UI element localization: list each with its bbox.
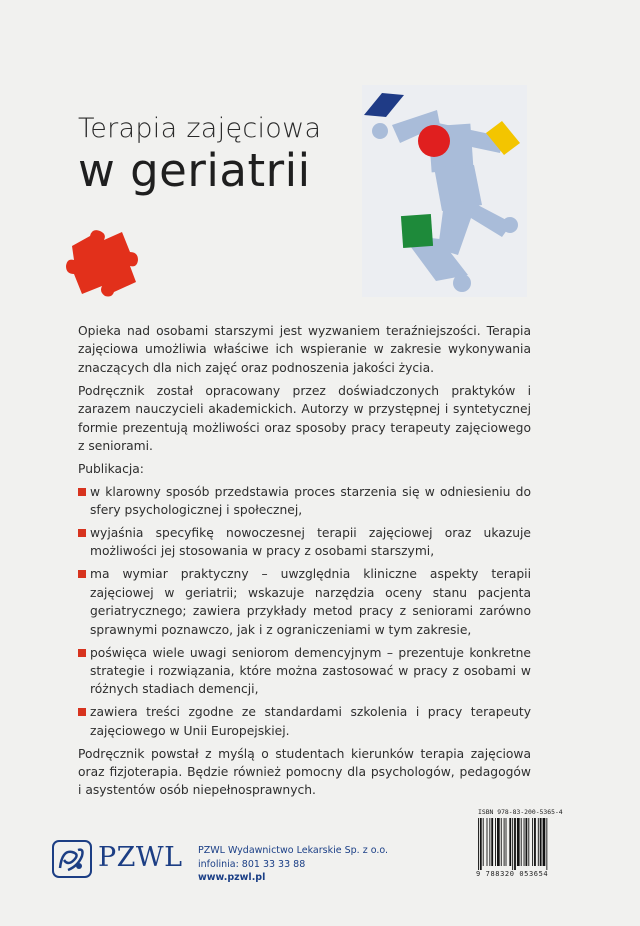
feature-text: zawiera treści zgodne ze standardami szkolenia i pracy terapeuty zajęciowego w Unii Europejskiej. bbox=[90, 705, 531, 738]
barcode-icon bbox=[476, 818, 568, 870]
barcode-bar bbox=[524, 818, 525, 866]
description-paragraph-3: Podręcznik powstał z myślą o studentach kierunków terapia zajęciowa oraz fizjoterapia. Będzie również pomocny dla psychologów, pedagogów i asystentów osób niepełnosprawnych. bbox=[78, 746, 531, 798]
title-line-2: w geriatrii bbox=[78, 144, 311, 197]
barcode-bar bbox=[506, 818, 507, 866]
barcode-bar bbox=[478, 818, 479, 870]
back-cover-description bbox=[78, 322, 531, 804]
barcode-bar bbox=[532, 818, 533, 866]
barcode-bar bbox=[489, 818, 490, 866]
therapy-figure-illustration bbox=[362, 85, 527, 297]
bullet-square-icon bbox=[78, 708, 86, 716]
barcode-bar bbox=[501, 818, 502, 866]
barcode-bar bbox=[504, 818, 505, 866]
barcode-bar bbox=[517, 818, 520, 866]
feature-text: ma wymiar praktyczny – uwzględnia kliniczne aspekty terapii zajęciowej w geriatrii; wskazuje narzędzia oceny stanu pacjenta geriatrycznego; zawiera przykłady metod pracy z seniorami zarówno sprawnymi poznawczo, jak i z ograniczeniami w tym zakresie, bbox=[90, 567, 531, 637]
description-paragraph-2: Podręcznik został opracowany przez doświadczonych praktyków i zarazem nauczycieli akademickich. Autorzy w przystępnej i syntetycznej formie prezentują możliwości oraz sposoby pracy terapeuty zajęciowego z seniorami. bbox=[78, 383, 531, 453]
puzzle-piece-icon bbox=[62, 226, 142, 298]
bullet-square-icon bbox=[78, 529, 86, 537]
publisher-hotline: infolinia: 801 33 33 88 bbox=[198, 858, 306, 870]
barcode-bar bbox=[538, 818, 539, 866]
description-paragraph-1: Opieka nad osobami starszymi jest wyzwaniem teraźniejszości. Terapia zajęciowa umożliwia właściwe ich wspieranie w zakresie wykonywania znaczących dla nich zajęć oraz podnoszenia jakości życia. bbox=[78, 324, 531, 375]
feature-text: wyjaśnia specyfikę nowoczesnej terapii zajęciowej oraz ukazuje możliwości jej stosowania w pracy z osobami starszymi, bbox=[90, 526, 531, 559]
publisher-contact bbox=[198, 844, 388, 885]
barcode-bar bbox=[495, 818, 496, 866]
feature-list-item bbox=[78, 703, 531, 740]
publisher-website-link[interactable]: www.pzwl.pl bbox=[198, 872, 266, 883]
barcode-bar bbox=[512, 818, 513, 870]
publisher-logo bbox=[52, 838, 187, 882]
barcode-bar bbox=[534, 818, 536, 866]
book-title bbox=[78, 113, 348, 197]
barcode-digits: 9 788320 053654 bbox=[476, 870, 549, 878]
bullet-square-icon bbox=[78, 488, 86, 496]
feature-list-item bbox=[78, 524, 531, 561]
bullet-square-icon bbox=[78, 649, 86, 657]
barcode-bar bbox=[526, 818, 528, 866]
barcode-bar bbox=[509, 818, 511, 866]
isbn-barcode bbox=[476, 808, 568, 880]
barcode-bar bbox=[514, 818, 516, 870]
barcode-bar bbox=[528, 818, 529, 866]
feature-list bbox=[78, 483, 531, 740]
barcode-bar bbox=[480, 818, 482, 870]
barcode-bar bbox=[491, 818, 493, 866]
feature-text: poświęca wiele uwagi seniorom demencyjnym – prezentuje konkretne strategie i rozwiązania, które można zastosować w pracy z osobami w różnych stadiach demencji, bbox=[90, 645, 531, 697]
barcode-bar bbox=[543, 818, 546, 866]
barcode-bar bbox=[521, 818, 522, 866]
barcode-bar bbox=[540, 818, 542, 866]
title-line-1: Terapia zajęciowa bbox=[78, 113, 322, 144]
barcode-bar bbox=[497, 818, 500, 866]
isbn-label: ISBN 978-83-200-5365-4 bbox=[478, 808, 563, 816]
logo-wordmark: PZWL bbox=[98, 842, 183, 873]
publication-label: Publikacja: bbox=[78, 461, 144, 476]
feature-list-item bbox=[78, 644, 531, 699]
feature-list-item bbox=[78, 483, 531, 520]
publisher-name: PZWL Wydawnictwo Lekarskie Sp. z o.o. bbox=[198, 845, 389, 856]
feature-list-item bbox=[78, 565, 531, 639]
barcode-bar bbox=[483, 818, 484, 866]
barcode-bar bbox=[546, 818, 547, 870]
bullet-square-icon bbox=[78, 570, 86, 578]
barcode-bar bbox=[487, 818, 488, 866]
feature-text: w klarowny sposób przedstawia proces starzenia się w odniesieniu do sfery psychologicznej i społecznej, bbox=[90, 484, 531, 518]
pzwl-logo-icon bbox=[52, 840, 92, 878]
